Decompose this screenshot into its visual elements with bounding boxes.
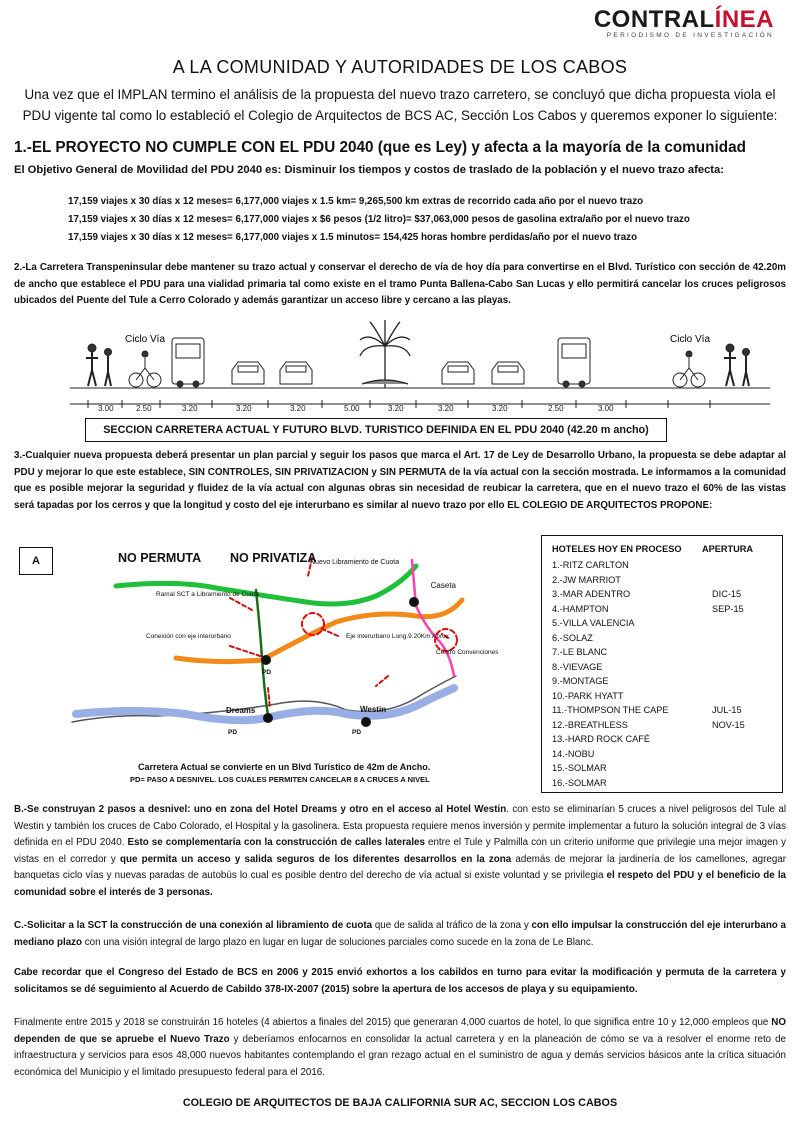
hotel-name: 3.-MAR ADENTRO	[552, 589, 631, 599]
hotel-name: 5.-VILLA VALENCIA	[552, 618, 635, 628]
dimension-label: 3.20	[438, 404, 454, 413]
pedestrian-icon	[724, 344, 736, 386]
dimension-label: 3.20	[492, 404, 508, 413]
dimension-label: 3.20	[388, 404, 404, 413]
caseta-label: Caseta	[430, 581, 456, 590]
pd-label: PD	[352, 729, 362, 736]
hotel-name: 13.-HARD ROCK CAFÉ	[552, 734, 651, 744]
hotel-name: 9.-MONTAGE	[552, 676, 609, 686]
hotel-row	[552, 763, 772, 778]
hotel-opening-date: DIC-15	[712, 589, 742, 599]
dreams-label: Dreams	[226, 706, 256, 715]
logo-part1: CONTRAL	[593, 6, 715, 33]
hotel-row	[552, 778, 772, 793]
final-text: Finalmente entre 2015 y 2018 se construirán 16 hoteles (4 abiertos a finales del 2015) que generaran 4,000 cuartos de hotel, lo que significa entre 10 y 12,000 empleos que	[14, 1017, 772, 1028]
dimension-label: 2.50	[548, 404, 564, 413]
final-paragraph	[14, 1015, 786, 1081]
pd-label: PD	[228, 729, 238, 736]
map-box-label: A	[19, 547, 53, 575]
bus-icon	[172, 338, 204, 387]
sectionB-bold: que permita un acceso y salida seguros de los diferentes desarrollos en la zona	[120, 853, 512, 865]
dimension-label: 5.00	[344, 404, 360, 413]
page-title: A LA COMUNIDAD Y AUTORIDADES DE LOS CABOS	[172, 57, 628, 77]
ramal-label: Ramal SCT a Libramiento de Cuota	[156, 591, 259, 598]
no-permuta-label: NO PERMUTA	[118, 551, 202, 565]
dimension-label: 3.00	[598, 404, 614, 413]
pd-marker	[261, 655, 271, 665]
hotel-row	[552, 589, 772, 604]
sectionB-paragraph	[14, 802, 786, 902]
hotel-name: 1.-RITZ CARLTON	[552, 560, 629, 570]
logo-part2: ÍNEA	[714, 6, 774, 33]
hotel-opening-date: NOV-15	[712, 719, 745, 730]
hotel-name: 6.-SOLAZ	[552, 632, 593, 643]
sectionC-text: con una visión integral de largo plazo en lugar en lugar de soluciones parciales como sucede en la zona de Le Blanc.	[82, 936, 594, 948]
calc-line: 17,159 viajes x 30 días x 12 meses= 6,177,000 viajes x 1.5 km= 9,265,500 km extras de recorrido cada año por el nuevo trazo	[68, 196, 644, 207]
logo-wordmark	[594, 6, 774, 34]
calc-line: 17,159 viajes x 30 días x 12 meses= 6,177,000 viajes x $6 pesos (1/2 litro)= $37,063,000 pesos de gasolina extra/año por el nuevo trazo	[68, 214, 690, 225]
pedestrian-icon	[86, 344, 98, 386]
hotel-row	[552, 604, 772, 619]
hotel-row	[552, 575, 772, 590]
hotel-name: 16.-SOLMAR	[552, 777, 607, 788]
bicycle-icon	[129, 351, 161, 387]
logo-tagline: PERIODISMO DE INVESTIGACIÓN	[606, 32, 774, 39]
pedestrian-icon	[743, 349, 750, 387]
sectionC-bold: C.-Solicitar a la SCT la construcción de una conexión al libramiento de cuota	[14, 920, 373, 931]
intro-paragraph: Una vez que el IMPLAN termino el análisis de la propuesta del nuevo trazo carretero, se concluyó que dicha propuesta viola el PDU vigente tal como lo estableció el Colegio de Arquitectos de BCS AC, Sección Los Cabos y queremos exponer lo siguiente:	[22, 87, 778, 123]
hotel-row	[552, 691, 772, 706]
conexion-label: Conexión con eje interurbano	[146, 633, 231, 640]
hotel-name: 12.-BREATHLESS	[552, 719, 628, 730]
pd-marker	[361, 717, 371, 727]
ciclovia-left-label: Ciclo Vía	[125, 334, 166, 345]
reminder-paragraph: Cabe recordar que el Congreso del Estado de BCS en 2006 y 2015 envió exhortos a los cabildos en turno para evitar la modificación y permuta de la carretera y solicitamos se dé seguimiento al Acuerdo de Cabildo 378-IX-2007 (2015) sobre la apertura de los accesos de playa y su equipamiento.	[14, 967, 786, 995]
section1-objective: El Objetivo General de Movilidad del PDU 2040 es: Disminuir los tiempos y costos de traslado de la población y el nuevo trazo afecta:	[14, 164, 724, 176]
hotels-header	[552, 544, 754, 554]
interurban-axis-road	[176, 600, 462, 662]
dimension-label: 3.00	[98, 404, 114, 413]
hotel-opening-date: JUL-15	[712, 705, 742, 715]
hotel-name: 8.-VIEVAGE	[552, 661, 603, 672]
sectionC-bold: con ello impulsar la construcción del eje interurbano a mediano plazo	[14, 920, 786, 948]
car-icon	[492, 362, 524, 384]
hotel-row	[552, 633, 772, 648]
hotel-name: 2.-JW MARRIOT	[552, 574, 621, 585]
map-caption-pd: PD= PASO A DESNIVEL. LOS CUALES PERMITEN CANCELAR 8 A CRUCES A NIVEL	[130, 775, 430, 784]
hotel-name: 11.-THOMPSON THE CAPE	[552, 705, 669, 715]
bicycle-icon	[673, 351, 705, 387]
final-bold: NO dependen de que se apruebe el Nuevo Trazo	[14, 1017, 786, 1045]
calculations-list	[68, 193, 788, 247]
pd-label: PD	[262, 669, 272, 676]
hotels-table	[541, 535, 783, 793]
final-text: y deberíamos enfocarnos en consolidar la actual carretera y en la planeación de cómo se va a resolver el enorme reto de infraestructura y servicios para esos 48,000 nuevos habitantes contemplando el gran rezago actual en el suministro de agua y demás servicios básicos ante la crítica situación económica del Municipio y el limitado presupuesto federal para el 2016.	[14, 1033, 786, 1078]
road-section-diagram	[70, 318, 770, 418]
sectionB-text: entre el Tule y Palmilla con un criterio uniforme que privilegie una mejor imagen y vistas en el corredor y	[14, 837, 786, 865]
hotel-row	[552, 647, 772, 662]
hotels-header-right: APERTURA	[702, 544, 754, 554]
dimension-label: 3.20	[182, 404, 198, 413]
hotel-name: 7.-LE BLANC	[552, 647, 608, 657]
section2-paragraph: 2.-La Carretera Transpeninsular debe mantener su trazo actual y conservar el derecho de vía de hoy día para convertirse en el Blvd. Turístico con sección de 42.20m de ancho que establece el PDU para una vialidad primaria tal como existe en el tramo Punta Ballena-Cabo San Lucas y ello permitirá cancelar los cruces peligrosos ubicados del Puente del Tule a Cerro Colorado y además garantizar un acceso libre y cercano a las playas.	[14, 262, 786, 307]
hotel-name: 15.-SOLMAR	[552, 763, 607, 773]
bus-icon	[558, 338, 590, 387]
pd-marker	[263, 713, 273, 723]
sectionB-bold: B.-Se construyan 2 pasos a desnivel: uno en zona del Hotel Dreams y otro en el acceso al Hotel Westin	[14, 804, 507, 815]
dimension-label: 3.20	[290, 404, 306, 413]
sct-branch-road	[256, 590, 268, 716]
dimension-label: 2.50	[136, 404, 152, 413]
proposal-map	[16, 538, 499, 790]
hotel-row	[552, 676, 772, 691]
sectionC-paragraph	[14, 918, 786, 951]
hotel-name: 4.-HAMPTON	[552, 603, 609, 614]
pedestrian-icon	[105, 349, 112, 387]
palm-tree-icon	[360, 320, 410, 388]
centro-label: Centro Convenciones	[436, 649, 499, 656]
footer-signature: COLEGIO DE ARQUITECTOS DE BAJA CALIFORNIA SUR AC, SECCION LOS CABOS	[182, 1097, 618, 1109]
caseta-marker	[409, 597, 419, 607]
westin-label: Westin	[360, 705, 387, 714]
hotels-header-left: HOTELES HOY EN PROCESO	[552, 544, 682, 554]
no-privatiza-label: NO PRIVATIZA	[230, 551, 317, 565]
hotel-row	[552, 560, 772, 575]
calc-line: 17,159 viajes x 30 días x 12 meses= 6,177,000 viajes x 1.5 minutos= 154,425 horas hombre perdidas/año por el nuevo trazo	[68, 232, 638, 243]
contralinea-logo	[594, 6, 774, 39]
sectionC-text: que de salida al tráfico de la zona y	[372, 920, 532, 931]
map-caption: Carretera Actual se convierte en un Blvd Turístico de 42m de Ancho.	[138, 762, 431, 772]
car-icon	[280, 362, 312, 384]
section1-heading: 1.-EL PROYECTO NO CUMPLE CON EL PDU 2040 (que es Ley) y afecta a la mayoría de la comunidad	[14, 139, 746, 156]
hotel-row	[552, 720, 772, 735]
nuevo-libramiento-label: Nuevo Libramiento de Cuota	[310, 559, 400, 566]
car-icon	[232, 362, 264, 384]
section-caption: SECCION CARRETERA ACTUAL Y FUTURO BLVD. TURISTICO DEFINIDA EN EL PDU 2040 (42.20 m ancho)	[85, 418, 667, 442]
hotel-row	[552, 618, 772, 633]
hotel-row	[552, 705, 772, 720]
hotel-opening-date: SEP-15	[712, 603, 744, 614]
ciclovia-right-label: Ciclo Vía	[670, 334, 711, 345]
section3-paragraph: 3.-Cualquier nueva propuesta deberá presentar un plan parcial y seguir los pasos que marca el Art. 17 de Ley de Desarrollo Urbano, la propuesta se debe adaptar al PDU y mejorar lo que este establece, SIN CONTROLES, SIN PRIVATIZACION y SIN PERMUTA de la vía actual con la sección mostrada. Le informamos a la comunidad que es posible mejorar la seguridad y fluidez de la vía actual con algunas obras sin necesidad de reubicar la carretera, que en el nuevo trazo el 60% de las vistas será tapadas por los cerros y que la longitud y costo del eje interurbano es similar al nuevo trazo por ello EL COLEGIO DE ARQUITECTOS PROPONE:	[14, 450, 786, 511]
hotel-name: 10.-PARK HYATT	[552, 690, 624, 701]
hotel-row	[552, 662, 772, 677]
sectionB-bold: Esto se complementaría con la construcción de calles laterales	[127, 837, 425, 849]
hotel-name: 14.-NOBU	[552, 748, 595, 759]
hotel-row	[552, 749, 772, 764]
sectionB-bold: el respeto del PDU y el beneficio de la comunidad sobre el interés de 3 personas.	[14, 870, 786, 898]
toll-road	[116, 566, 416, 604]
hotel-row	[552, 734, 772, 749]
eje-label: Eje interurbano Long.9.20Km Aprox.	[346, 633, 451, 640]
car-icon	[442, 362, 474, 384]
sectionB-text: además de mejorar la jardinería de los camellones, agregar banquetas ciclo vías y nuevas paradas de autobús lo cual es posible dentro del derecho de vía actual si existe voluntad y se privilegia	[14, 853, 786, 882]
sectionB-text: . con esto se eliminarían 5 cruces a nivel peligrosos del Tule al Westin y también los cruces de Cabo Colorado, el Hospital y la gasolinera. Esta propuesta requiere menos inversión y permite implementar a futuro la solución integral de 3 vías definida en el PDU 2040.	[14, 804, 787, 849]
dimension-label: 3.20	[236, 404, 252, 413]
